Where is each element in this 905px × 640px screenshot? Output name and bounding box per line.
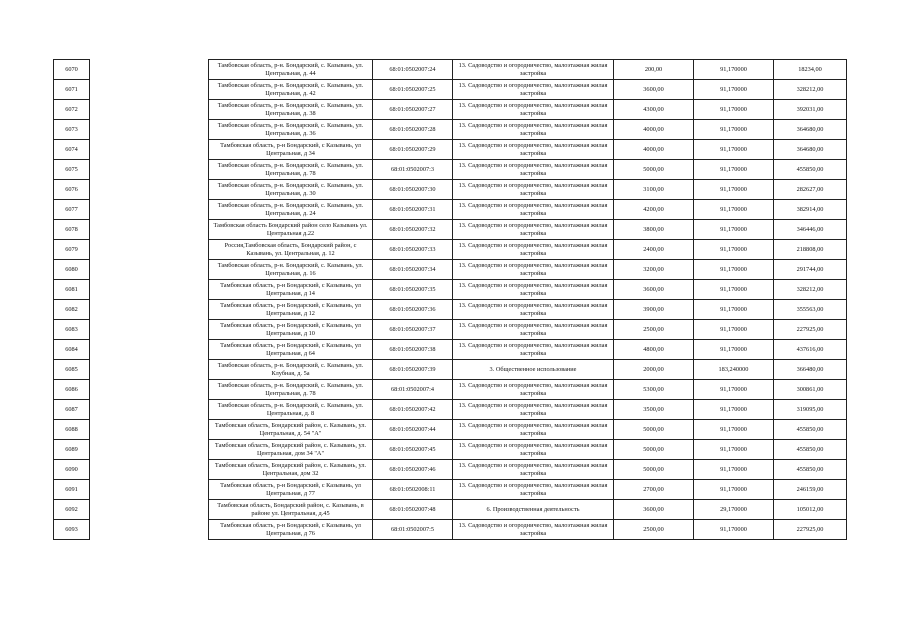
area-cell: 3600,00 xyxy=(614,280,694,300)
specific-value-cell: 91,170000 xyxy=(694,180,774,200)
permitted-use-cell: 13. Садоводство и огородничество, малоэтажная жилая застройка xyxy=(453,340,614,360)
table-row xyxy=(209,160,847,180)
specific-value-cell: 91,170000 xyxy=(694,140,774,160)
cadastral-number-cell: 68:01:0502007:45 xyxy=(373,440,453,460)
address-cell: Тамбовская область, р-н Бондарский, с Казывань, ул Центральная, д 14 xyxy=(209,280,373,300)
area-cell: 3600,00 xyxy=(614,500,694,520)
row-number-cell: 6072 xyxy=(54,100,90,120)
row-number-table xyxy=(53,59,90,540)
area-cell: 4300,00 xyxy=(614,100,694,120)
area-cell: 4800,00 xyxy=(614,340,694,360)
row-number-cell: 6070 xyxy=(54,60,90,80)
row-number-cell: 6087 xyxy=(54,400,90,420)
permitted-use-cell: 13. Садоводство и огородничество, малоэтажная жилая застройка xyxy=(453,60,614,80)
table-row xyxy=(209,140,847,160)
row-number-row xyxy=(54,380,90,400)
cadastral-value-cell: 455850,00 xyxy=(774,460,847,480)
area-cell: 4000,00 xyxy=(614,140,694,160)
address-cell: Россия,Тамбовская область, Бондарский район, с Казывань, ул. Центральная, д. 12 xyxy=(209,240,373,260)
row-number-cell: 6077 xyxy=(54,200,90,220)
row-number-cell: 6076 xyxy=(54,180,90,200)
address-cell: Тамбовская область, Бондарский район, с. Казывань, ул. Центральная, д. 54 "А" xyxy=(209,420,373,440)
cadastral-number-cell: 68:01:0502007:42 xyxy=(373,400,453,420)
row-number-row xyxy=(54,80,90,100)
area-cell: 3600,00 xyxy=(614,80,694,100)
row-number-row xyxy=(54,520,90,540)
cadastral-value-cell: 227925,00 xyxy=(774,320,847,340)
row-number-row xyxy=(54,220,90,240)
row-number-cell: 6088 xyxy=(54,420,90,440)
address-cell: Тамбовская область, р-н Бондарский, с Казывань, ул Центральная, д 77 xyxy=(209,480,373,500)
cadastral-number-cell: 68:01:0502007:29 xyxy=(373,140,453,160)
table-row xyxy=(209,500,847,520)
row-number-row xyxy=(54,180,90,200)
row-number-row xyxy=(54,160,90,180)
cadastral-number-cell: 68:01:0502007:46 xyxy=(373,460,453,480)
cadastral-number-cell: 68:01:0502007:35 xyxy=(373,280,453,300)
row-number-cell: 6080 xyxy=(54,260,90,280)
table-row xyxy=(209,180,847,200)
cadastral-value-cell: 18234,00 xyxy=(774,60,847,80)
row-number-cell: 6092 xyxy=(54,500,90,520)
row-number-cell: 6085 xyxy=(54,360,90,380)
row-number-cell: 6086 xyxy=(54,380,90,400)
cadastral-number-cell: 68:01:0502007:32 xyxy=(373,220,453,240)
permitted-use-cell: 3. Общественное использование xyxy=(453,360,614,380)
address-cell: Тамбовская область, р-н. Бондарский, с. Казывань, ул. Центральная, д. 30 xyxy=(209,180,373,200)
row-number-cell: 6073 xyxy=(54,120,90,140)
address-cell: Тамбовская область, Бондарский район, с. Казывань, в районе ул. Центральная, д.45 xyxy=(209,500,373,520)
address-cell: Тамбовская область, р-н Бондарский, с Казывань, ул Центральная, д 12 xyxy=(209,300,373,320)
row-number-cell: 6074 xyxy=(54,140,90,160)
table-row xyxy=(209,100,847,120)
specific-value-cell: 91,170000 xyxy=(694,80,774,100)
area-cell: 3200,00 xyxy=(614,260,694,280)
cadastral-number-cell: 68:01:0502007:5 xyxy=(373,520,453,540)
cadastral-value-cell: 455850,00 xyxy=(774,420,847,440)
permitted-use-cell: 13. Садоводство и огородничество, малоэтажная жилая застройка xyxy=(453,280,614,300)
row-number-cell: 6078 xyxy=(54,220,90,240)
address-cell: Тамбовская область, р-н. Бондарский, с. Казывань, ул. Центральная, д. 78 xyxy=(209,380,373,400)
row-number-row xyxy=(54,500,90,520)
row-number-row xyxy=(54,240,90,260)
permitted-use-cell: 13. Садоводство и огородничество, малоэтажная жилая застройка xyxy=(453,240,614,260)
cadastral-value-cell: 364680,00 xyxy=(774,120,847,140)
cadastral-value-cell: 455850,00 xyxy=(774,160,847,180)
area-cell: 5000,00 xyxy=(614,160,694,180)
table-row xyxy=(209,240,847,260)
table-row xyxy=(209,340,847,360)
cadastral-number-cell: 68:01:0502007:4 xyxy=(373,380,453,400)
permitted-use-cell: 13. Садоводство и огородничество, малоэтажная жилая застройка xyxy=(453,380,614,400)
address-cell: Тамбовская область Бондарский район село Казывань ул. Центральная д.22 xyxy=(209,220,373,240)
address-cell: Тамбовская область, р-н. Бондарский, с. Казывань, ул. Центральная, д. 8 xyxy=(209,400,373,420)
area-cell: 200,00 xyxy=(614,60,694,80)
specific-value-cell: 91,170000 xyxy=(694,400,774,420)
table-row xyxy=(209,120,847,140)
row-number-row xyxy=(54,460,90,480)
table-row xyxy=(209,60,847,80)
permitted-use-cell: 13. Садоводство и огородничество, малоэтажная жилая застройка xyxy=(453,300,614,320)
permitted-use-cell: 13. Садоводство и огородничество, малоэтажная жилая застройка xyxy=(453,480,614,500)
table-row xyxy=(209,200,847,220)
cadastral-number-cell: 68:01:0502007:31 xyxy=(373,200,453,220)
permitted-use-cell: 13. Садоводство и огородничество, малоэтажная жилая застройка xyxy=(453,160,614,180)
specific-value-cell: 91,170000 xyxy=(694,420,774,440)
cadastral-value-cell: 282627,00 xyxy=(774,180,847,200)
specific-value-cell: 91,170000 xyxy=(694,440,774,460)
row-number-cell: 6081 xyxy=(54,280,90,300)
area-cell: 5000,00 xyxy=(614,420,694,440)
address-cell: Тамбовская область, Бондарский район, с. Казывань, ул. Центральная, дом 32 xyxy=(209,460,373,480)
area-cell: 2500,00 xyxy=(614,520,694,540)
specific-value-cell: 91,170000 xyxy=(694,280,774,300)
row-number-row xyxy=(54,300,90,320)
area-cell: 5300,00 xyxy=(614,380,694,400)
row-number-row xyxy=(54,100,90,120)
area-cell: 2400,00 xyxy=(614,240,694,260)
row-number-cell: 6084 xyxy=(54,340,90,360)
cadastral-value-cell: 291744,00 xyxy=(774,260,847,280)
area-cell: 3900,00 xyxy=(614,300,694,320)
cadastral-value-cell: 437616,00 xyxy=(774,340,847,360)
cadastral-value-cell: 246159,00 xyxy=(774,480,847,500)
table-row xyxy=(209,520,847,540)
cadastral-number-cell: 68:01:0502007:30 xyxy=(373,180,453,200)
cadastral-value-cell: 328212,00 xyxy=(774,280,847,300)
table-row xyxy=(209,360,847,380)
address-cell: Тамбовская область, р-н Бондарский, с Казывань, ул Центральная, д 34 xyxy=(209,140,373,160)
row-number-cell: 6071 xyxy=(54,80,90,100)
cadastral-value-cell: 364680,00 xyxy=(774,140,847,160)
row-number-cell: 6091 xyxy=(54,480,90,500)
table-row xyxy=(209,220,847,240)
cadastral-number-cell: 68:01:0502007:39 xyxy=(373,360,453,380)
permitted-use-cell: 13. Садоводство и огородничество, малоэтажная жилая застройка xyxy=(453,220,614,240)
permitted-use-cell: 13. Садоводство и огородничество, малоэтажная жилая застройка xyxy=(453,120,614,140)
area-cell: 3500,00 xyxy=(614,400,694,420)
specific-value-cell: 91,170000 xyxy=(694,380,774,400)
specific-value-cell: 91,170000 xyxy=(694,300,774,320)
row-number-row xyxy=(54,320,90,340)
row-number-cell: 6083 xyxy=(54,320,90,340)
cadastral-value-cell: 319095,00 xyxy=(774,400,847,420)
permitted-use-cell: 6. Производственная деятельность xyxy=(453,500,614,520)
permitted-use-cell: 13. Садоводство и огородничество, малоэтажная жилая застройка xyxy=(453,140,614,160)
permitted-use-cell: 13. Садоводство и огородничество, малоэтажная жилая застройка xyxy=(453,260,614,280)
table-row xyxy=(209,460,847,480)
row-number-cell: 6079 xyxy=(54,240,90,260)
row-number-row xyxy=(54,400,90,420)
specific-value-cell: 91,170000 xyxy=(694,60,774,80)
permitted-use-cell: 13. Садоводство и огородничество, малоэтажная жилая застройка xyxy=(453,420,614,440)
cadastral-number-cell: 68:01:0502008:11 xyxy=(373,480,453,500)
specific-value-cell: 91,170000 xyxy=(694,240,774,260)
cadastral-value-cell: 346446,00 xyxy=(774,220,847,240)
specific-value-cell: 183,240000 xyxy=(694,360,774,380)
land-parcel-body xyxy=(209,60,847,540)
row-number-row xyxy=(54,360,90,380)
row-number-cell: 6075 xyxy=(54,160,90,180)
address-cell: Тамбовская область, р-н. Бондарский, с. Казывань, ул. Центральная, д. 36 xyxy=(209,120,373,140)
permitted-use-cell: 13. Садоводство и огородничество, малоэтажная жилая застройка xyxy=(453,460,614,480)
row-number-row xyxy=(54,280,90,300)
table-row xyxy=(209,260,847,280)
address-cell: Тамбовская область, р-н Бондарский, с Казывань, ул Центральная, д 10 xyxy=(209,320,373,340)
row-number-row xyxy=(54,260,90,280)
permitted-use-cell: 13. Садоводство и огородничество, малоэтажная жилая застройка xyxy=(453,520,614,540)
area-cell: 3100,00 xyxy=(614,180,694,200)
address-cell: Тамбовская область, р-н. Бондарский, с. Казывань, ул. Центральная, д. 24 xyxy=(209,200,373,220)
address-cell: Тамбовская область, р-н. Бондарский, с. Казывань, ул. Центральная, д. 44 xyxy=(209,60,373,80)
row-number-cell: 6093 xyxy=(54,520,90,540)
specific-value-cell: 91,170000 xyxy=(694,220,774,240)
cadastral-number-cell: 68:01:0502007:27 xyxy=(373,100,453,120)
table-row xyxy=(209,400,847,420)
address-cell: Тамбовская область, р-н. Бондарский, с. Казывань, ул. Центральная, д. 38 xyxy=(209,100,373,120)
area-cell: 2500,00 xyxy=(614,320,694,340)
table-row xyxy=(209,300,847,320)
cadastral-number-cell: 68:01:0502007:25 xyxy=(373,80,453,100)
specific-value-cell: 91,170000 xyxy=(694,320,774,340)
permitted-use-cell: 13. Садоводство и огородничество, малоэтажная жилая застройка xyxy=(453,400,614,420)
row-number-cell: 6090 xyxy=(54,460,90,480)
permitted-use-cell: 13. Садоводство и огородничество, малоэтажная жилая застройка xyxy=(453,440,614,460)
cadastral-number-cell: 68:01:0502007:38 xyxy=(373,340,453,360)
cadastral-value-cell: 105012,00 xyxy=(774,500,847,520)
table-row xyxy=(209,420,847,440)
specific-value-cell: 91,170000 xyxy=(694,120,774,140)
cadastral-number-cell: 68:01:0502007:28 xyxy=(373,120,453,140)
specific-value-cell: 91,170000 xyxy=(694,200,774,220)
cadastral-value-cell: 382914,00 xyxy=(774,200,847,220)
address-cell: Тамбовская область, р-н. Бондарский, с. Казывань, ул. Центральная, д. 78 xyxy=(209,160,373,180)
address-cell: Тамбовская область, р-н Бондарский, с Казывань, ул Центральная, д 64 xyxy=(209,340,373,360)
address-cell: Тамбовская область, р-н. Бондарский, с. Казывань, ул. Центральная, д. 42 xyxy=(209,80,373,100)
specific-value-cell: 91,170000 xyxy=(694,100,774,120)
table-row xyxy=(209,280,847,300)
specific-value-cell: 91,170000 xyxy=(694,460,774,480)
area-cell: 3800,00 xyxy=(614,220,694,240)
specific-value-cell: 91,170000 xyxy=(694,340,774,360)
row-number-cell: 6089 xyxy=(54,440,90,460)
permitted-use-cell: 13. Садоводство и огородничество, малоэтажная жилая застройка xyxy=(453,180,614,200)
table-row xyxy=(209,380,847,400)
cadastral-number-cell: 68:01:0502007:24 xyxy=(373,60,453,80)
permitted-use-cell: 13. Садоводство и огородничество, малоэтажная жилая застройка xyxy=(453,200,614,220)
area-cell: 4200,00 xyxy=(614,200,694,220)
cadastral-value-cell: 366480,00 xyxy=(774,360,847,380)
row-number-row xyxy=(54,340,90,360)
permitted-use-cell: 13. Садоводство и огородничество, малоэтажная жилая застройка xyxy=(453,80,614,100)
area-cell: 2000,00 xyxy=(614,360,694,380)
cadastral-value-cell: 300861,00 xyxy=(774,380,847,400)
cadastral-number-cell: 68:01:0502007:33 xyxy=(373,240,453,260)
row-number-row xyxy=(54,120,90,140)
cadastral-number-cell: 68:01:0502007:44 xyxy=(373,420,453,440)
land-parcel-table xyxy=(208,59,847,540)
table-row xyxy=(209,480,847,500)
row-number-cell: 6082 xyxy=(54,300,90,320)
address-cell: Тамбовская область, Бондарский район, с. Казывань, ул. Центральная, дом 34 "А" xyxy=(209,440,373,460)
permitted-use-cell: 13. Садоводство и огородничество, малоэтажная жилая застройка xyxy=(453,100,614,120)
cadastral-number-cell: 68:01:0502007:37 xyxy=(373,320,453,340)
specific-value-cell: 29,170000 xyxy=(694,500,774,520)
row-number-row xyxy=(54,60,90,80)
row-number-row xyxy=(54,440,90,460)
cadastral-number-cell: 68:01:0502007:36 xyxy=(373,300,453,320)
area-cell: 4000,00 xyxy=(614,120,694,140)
row-number-row xyxy=(54,480,90,500)
cadastral-number-cell: 68:01:0502007:34 xyxy=(373,260,453,280)
specific-value-cell: 91,170000 xyxy=(694,160,774,180)
specific-value-cell: 91,170000 xyxy=(694,520,774,540)
row-number-row xyxy=(54,140,90,160)
table-row xyxy=(209,80,847,100)
row-number-body xyxy=(54,60,90,540)
cadastral-value-cell: 355563,00 xyxy=(774,300,847,320)
specific-value-cell: 91,170000 xyxy=(694,260,774,280)
cadastral-value-cell: 218808,00 xyxy=(774,240,847,260)
cadastral-number-cell: 68:01:0502007:48 xyxy=(373,500,453,520)
cadastral-number-cell: 68:01:0502007:3 xyxy=(373,160,453,180)
cadastral-value-cell: 392031,00 xyxy=(774,100,847,120)
permitted-use-cell: 13. Садоводство и огородничество, малоэтажная жилая застройка xyxy=(453,320,614,340)
row-number-row xyxy=(54,200,90,220)
area-cell: 2700,00 xyxy=(614,480,694,500)
table-row xyxy=(209,440,847,460)
cadastral-value-cell: 455850,00 xyxy=(774,440,847,460)
cadastral-value-cell: 328212,00 xyxy=(774,80,847,100)
area-cell: 5000,00 xyxy=(614,440,694,460)
address-cell: Тамбовская область, р-н Бондарский, с Казывань, ул Центральная, д 76 xyxy=(209,520,373,540)
row-number-row xyxy=(54,420,90,440)
specific-value-cell: 91,170000 xyxy=(694,480,774,500)
table-row xyxy=(209,320,847,340)
area-cell: 5000,00 xyxy=(614,460,694,480)
address-cell: Тамбовская область, р-н. Бондарский, с. Казывань, ул. Центральная, д. 16 xyxy=(209,260,373,280)
cadastral-value-cell: 227925,00 xyxy=(774,520,847,540)
address-cell: Тамбовская область, р-н. Бондарский, с. Казывань, ул. Клубная, д. 5а xyxy=(209,360,373,380)
